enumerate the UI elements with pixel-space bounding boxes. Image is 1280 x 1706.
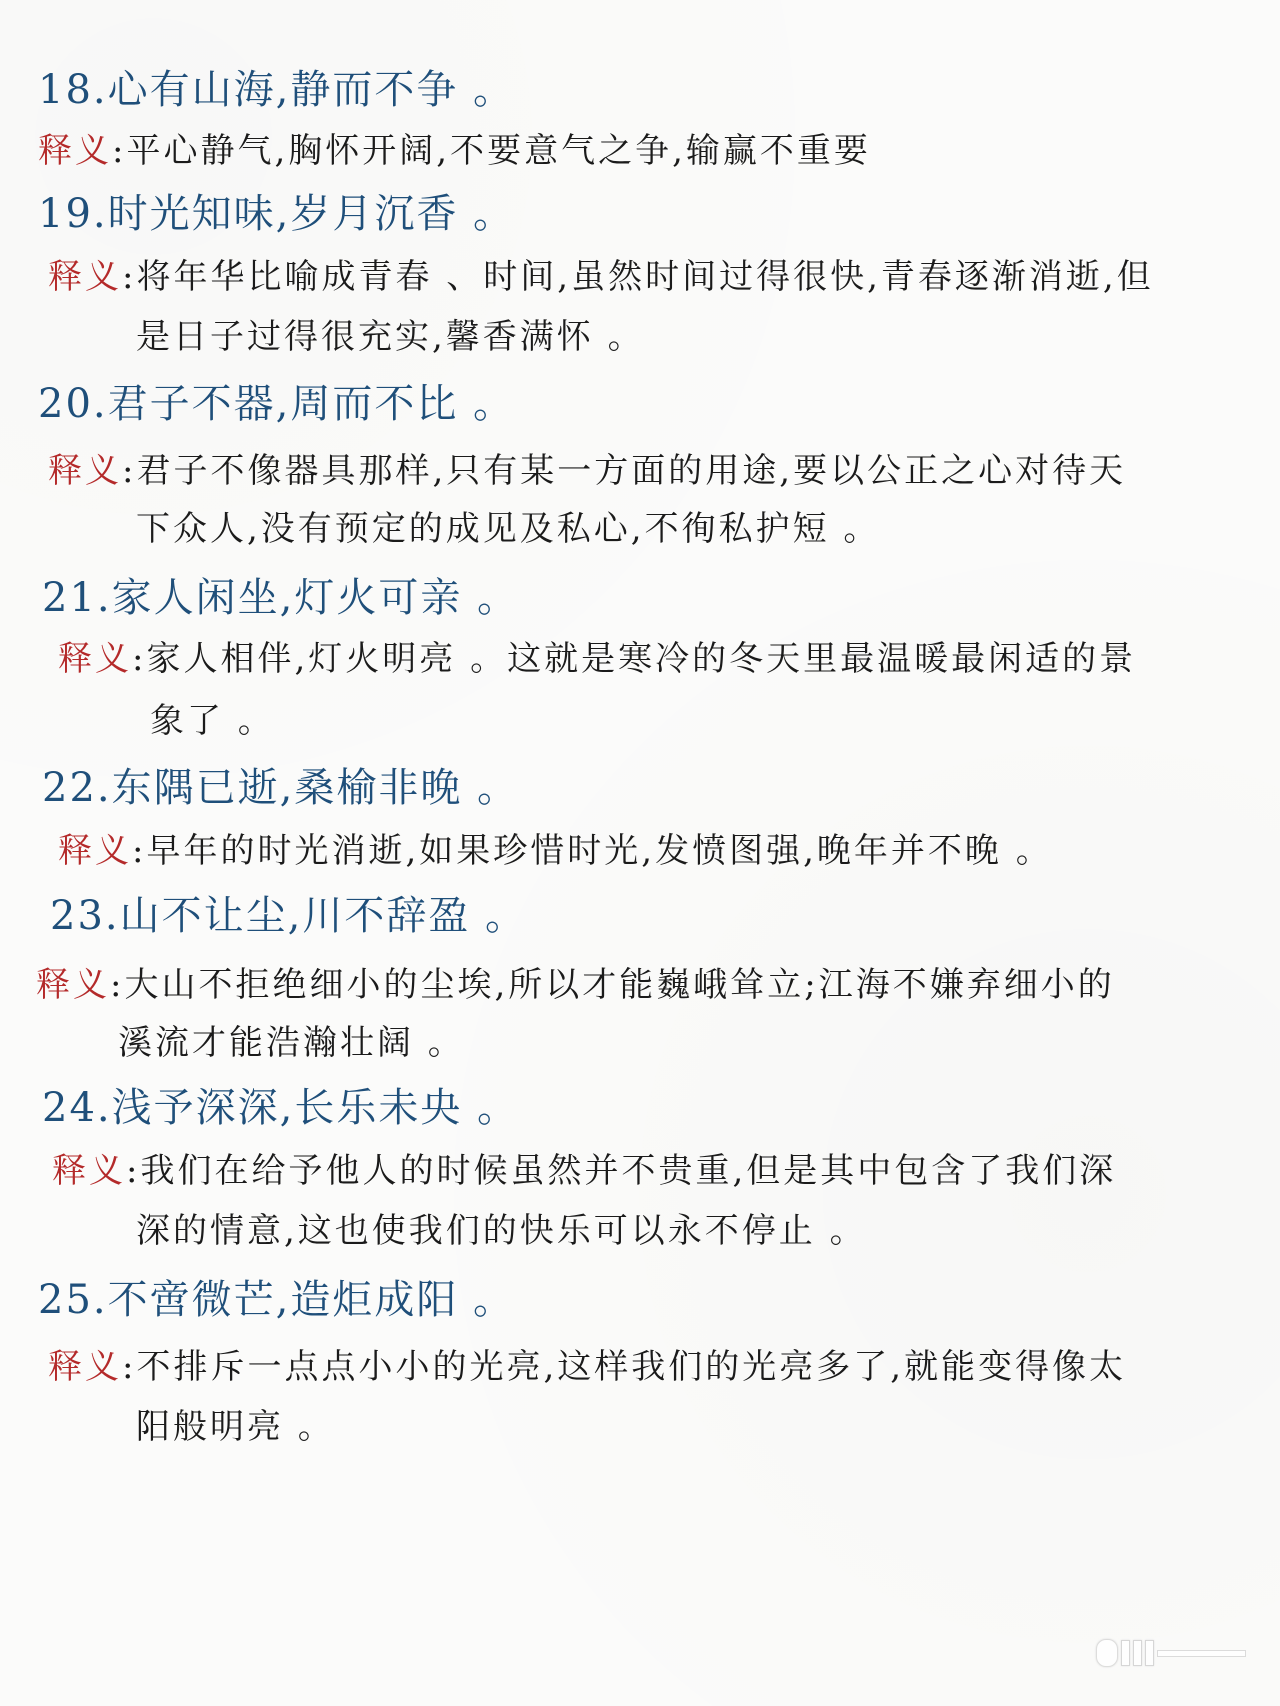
entry-explanation-line [58,830,1053,872]
label-colon: : [110,965,125,1005]
entry-explanation-line [38,130,871,172]
label-colon: : [132,639,147,679]
entry-explanation-continuation: 阳般明亮 。 [136,1407,335,1447]
entry-explanation-continuation: 溪流才能浩瀚壮阔 。 [118,1023,465,1063]
entry-title: 19.时光知味,岁月沉香 。 [38,191,516,237]
entry-title: 18.心有山海,静而不争 。 [38,67,516,113]
entry-title: 21.家人闲坐,灯火可亲 。 [42,575,520,621]
entry-title: 20.君子不器,周而不比 。 [38,381,516,427]
explanation-text: 平心静气,胸怀开阔,不要意气之争,输赢不重要 [126,131,871,171]
label-colon: : [132,831,147,871]
label-colon: : [112,131,127,171]
entry-explanation-line [58,638,1136,680]
explanation-label: 释义 [48,257,122,297]
entry-explanation-continuation: 象了 。 [150,701,275,741]
entry-explanation-continuation: 是日子过得很充实,馨香满怀 。 [136,317,645,357]
explanation-label: 释义 [52,1151,126,1191]
watermark-logo-pill [1096,1639,1118,1667]
explanation-label: 释义 [58,831,132,871]
label-colon: : [122,1347,137,1387]
watermark-logo-bar [1133,1640,1142,1666]
entry-explanation-continuation: 深的情意,这也使我们的快乐可以永不停止 。 [136,1211,867,1251]
explanation-label: 释义 [48,451,122,491]
explanation-label: 释义 [58,639,132,679]
entry-explanation-line [48,450,1126,492]
entry-title: 22.东隅已逝,桑榆非晚 。 [42,765,520,811]
label-colon: : [126,1151,141,1191]
explanation-text: 大山不拒绝细小的尘埃,所以才能巍峨耸立;江海不嫌弃细小的 [124,965,1115,1005]
explanation-label: 释义 [38,131,112,171]
entry-explanation-line [48,1346,1126,1388]
explanation-text: 将年华比喻成青春 、时间,虽然时间过得很快,青春逐渐消逝,但 [136,257,1154,297]
explanation-text: 君子不像器具那样,只有某一方面的用途,要以公正之心对待天 [136,451,1127,491]
explanation-text: 不排斥一点点小小的光亮,这样我们的光亮多了,就能变得像太 [136,1347,1127,1387]
entry-explanation-continuation: 下众人,没有预定的成见及私心,不徇私护短 。 [136,509,881,549]
explanation-text: 我们在给予他人的时候虽然并不贵重,但是其中包含了我们深 [140,1151,1117,1191]
label-colon: : [122,257,137,297]
watermark-logo-bar [1121,1640,1130,1666]
entry-title: 25.不啻微芒,造炬成阳 。 [38,1277,516,1323]
entry-title: 24.浅予深深,长乐未央 。 [42,1085,520,1131]
explanation-label: 释义 [36,965,110,1005]
watermark-logo-dash [1157,1650,1246,1657]
entry-explanation-line [52,1150,1116,1192]
watermark-logo [1096,1638,1246,1668]
entry-explanation-line [48,256,1154,298]
explanation-label: 释义 [48,1347,122,1387]
label-colon: : [122,451,137,491]
explanation-text: 早年的时光消逝,如果珍惜时光,发愤图强,晚年并不晚 。 [146,831,1053,871]
entry-title: 23.山不让尘,川不辞盈 。 [50,893,528,939]
watermark-logo-bar [1145,1640,1154,1666]
entry-explanation-line [36,964,1115,1006]
explanation-text: 家人相伴,灯火明亮 。这就是寒冷的冬天里最温暖最闲适的景 [146,639,1137,679]
